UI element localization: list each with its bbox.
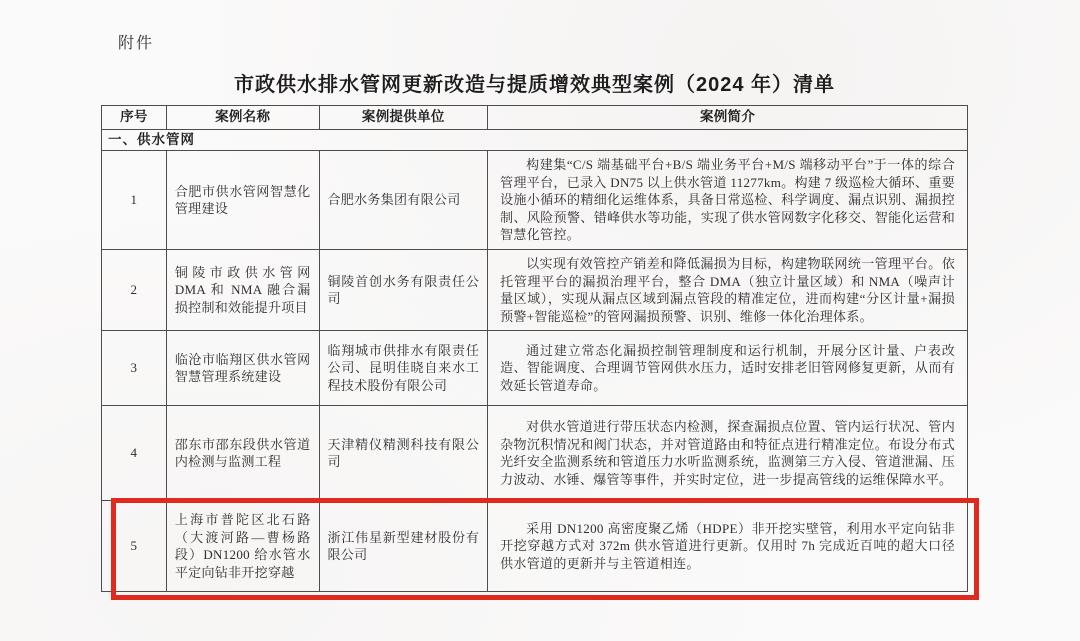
- case-no: 4: [130, 445, 138, 461]
- case-intro-text: 构建集“C/S 端基础平台+B/S 端业务平台+M/S 端移动平台”于一体的综合管理平台，已录入 DN75 以上供水管道 11277km。构建 7 级巡检大循环、重要设施小循环的精细化运维体系，具备日常巡检、科学调度、漏点识别、漏损控制、风险预警、错峰供水等功能，实现了供水管网数字化移交、智能化运营和智慧化管控。: [500, 157, 955, 243]
- case-intro-text: 通过建立常态化漏损控制管理制度和运行机制，开展分区计量、户表改造、智能调度、合理调节管网供水压力，适时安排老旧管网修复更新，从而有效延长管道寿命。: [500, 342, 955, 393]
- case-name: 上海市普陀区北石路（大渡河路—曹杨路段）DN1200 给水管水平定向钻非开挖穿越: [166, 501, 319, 591]
- case-name: 临沧市临翔区供水管网智慧管理系统建设: [166, 331, 319, 405]
- case-intro: [487, 250, 967, 330]
- table-row-highlighted: [102, 500, 967, 591]
- section-row: [102, 129, 967, 150]
- case-no: 5: [130, 538, 138, 554]
- table-row: [102, 330, 967, 405]
- case-provider: 天津精仪精测科技有限公司: [319, 406, 488, 500]
- case-name: 合肥市供水管网智慧化管理建设: [166, 151, 319, 249]
- case-intro: [487, 406, 967, 500]
- col-header-intro: 案例简介: [487, 106, 967, 129]
- attachment-label: 附件: [118, 35, 155, 52]
- table-header-row: [102, 106, 967, 129]
- table-row: [102, 150, 967, 249]
- case-provider: 合肥水务集团有限公司: [319, 151, 488, 249]
- case-table: [101, 105, 968, 592]
- col-header-name: 案例名称: [166, 106, 319, 129]
- case-intro-text: 对供水管道进行带压状态内检测，探查漏损点位置、管内运行状况、管内杂物沉积情况和阀门状态，并对管道路由和特征点进行精准定位。布设分布式光纤安全监测系统和管道压力水听监测系统，监测第三方入侵、管道泄漏、压力波动、水锤、爆管等事件，并实时定位，进一步提高管线的运维保障水平。: [500, 419, 955, 487]
- case-no: 2: [130, 282, 138, 298]
- case-name: 铜陵市政供水管网 DMA 和 NMA 融合漏损控制和效能提升项目: [166, 250, 319, 330]
- case-no: 3: [130, 360, 138, 376]
- case-provider: 临翔城市供排水有限责任公司、昆明佳晓自来水工程技术股份有限公司: [319, 331, 488, 405]
- case-name: 邵东市邵东段供水管道内检测与监测工程: [166, 406, 319, 500]
- case-no: 1: [130, 192, 138, 208]
- page-title: 市政供水排水管网更新改造与提质增效典型案例（2024 年）清单: [233, 74, 836, 96]
- case-intro-text: 以实现有效管控产销差和降低漏损为目标，构建物联网统一管理平台。依托管理平台的漏损治理平台，整合 DMA（独立计量区域）和 NMA（噪声计量区域），实现从漏点区域到漏点管段的精准定位，进而构建“分区计量+漏损预警+智能巡检”的管网漏损预警、识别、维修一体化治理体系。: [500, 255, 955, 324]
- col-header-provider: 案例提供单位: [319, 106, 488, 129]
- case-intro-text: 采用 DN1200 高密度聚乙烯（HDPE）非开挖实壁管，利用水平定向钻非开挖穿越方式对 372m 供水管道进行更新。仅用时 7h 完成近百吨的超大口径供水管道的更新并与主管道相连。: [500, 520, 955, 571]
- col-header-no: 序号: [120, 109, 148, 125]
- case-provider: 铜陵首创水务有限责任公司: [319, 250, 488, 330]
- table-row: [102, 249, 967, 330]
- case-intro: [487, 501, 967, 591]
- section-title: 一、供水管网: [108, 132, 195, 147]
- case-intro: [487, 331, 967, 405]
- table-row: [102, 405, 967, 500]
- case-intro: [487, 151, 967, 249]
- case-provider: 浙江伟星新型建材股份有限公司: [319, 501, 488, 591]
